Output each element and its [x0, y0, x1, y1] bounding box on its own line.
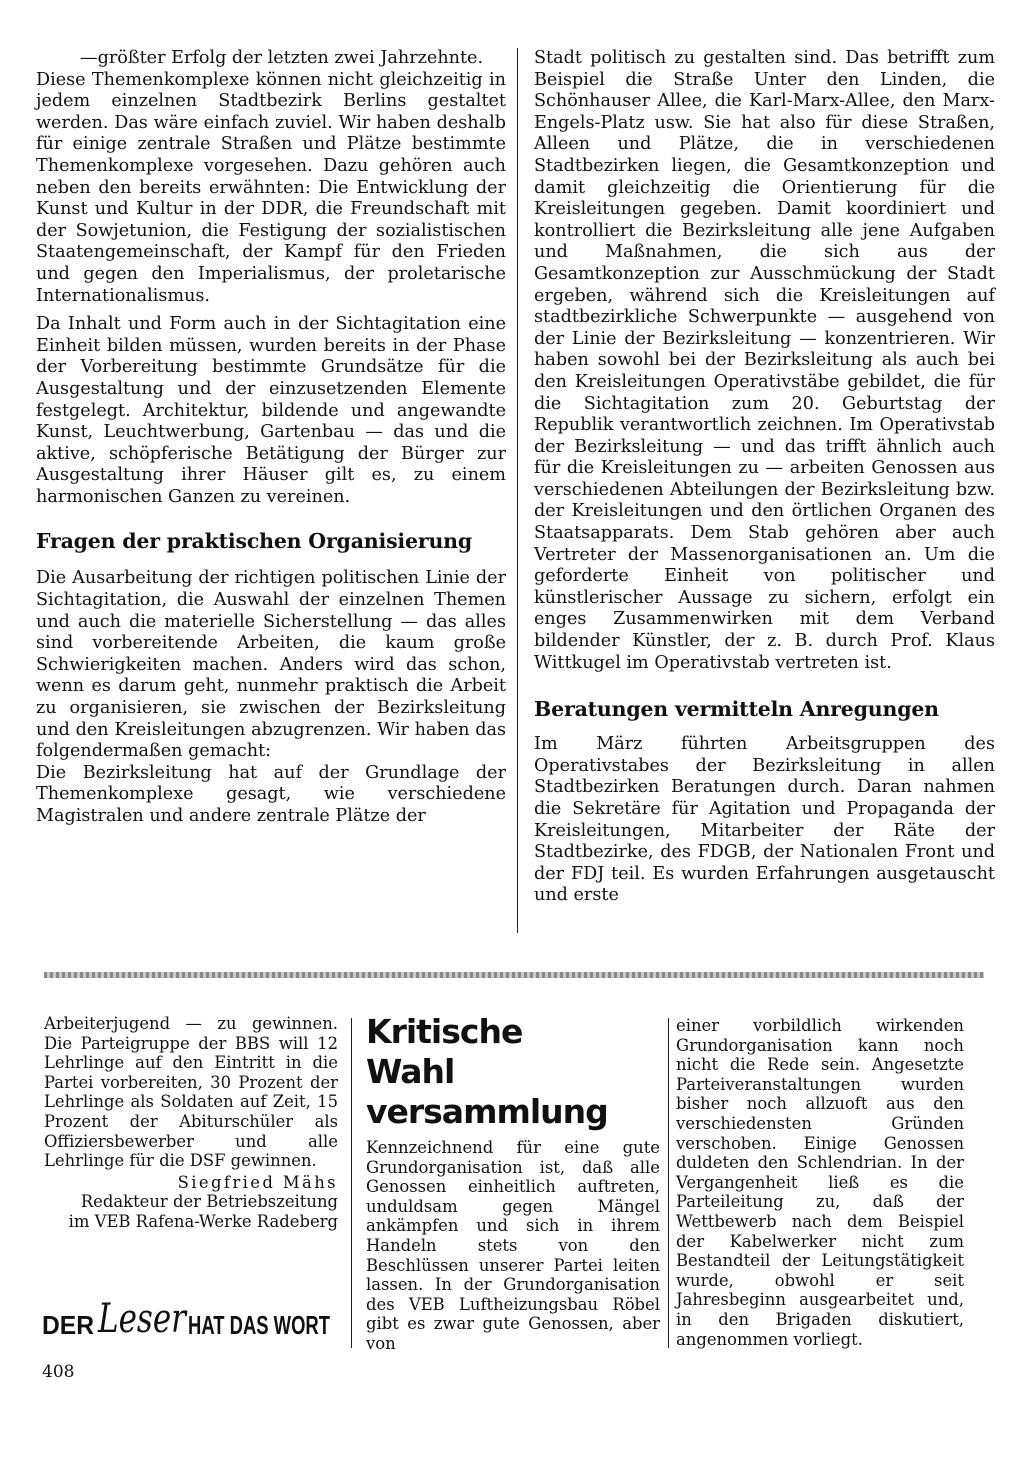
paragraph: Diese Themenkomplexe können nicht gleichzeitig in jedem einzelnen Stadtbezirk Berlins gestaltet werden. Das wäre einfach zuviel. Wir haben deshalb für einige zentrale Straßen und Plätze bestimmte Themenkomplexe vorgesehen. Dazu gehören auch neben den bereits erwähnten: Die Entwicklung der Kunst und Kultur in der DDR, die Freundschaft mit der Sowjetunion, die Festigung der sozialistischen Staatengemeinschaft, der Kampf für den Frieden und gegen den Imperialismus, der proletarische Internationalismus.: [36, 69, 506, 306]
logo-text-leser: Leser: [97, 1296, 189, 1342]
logo-text-hat-das-wort: HAT DAS WORT: [188, 1310, 331, 1340]
paragraph: Stadt politisch zu gestalten sind. Das betrifft zum Beispiel die Straße Unter den Linden, die Schönhauser Allee, die Karl-Marx-Allee, den Marx-Engels-Platz usw. Sie hat also für diese Straßen, Alleen und Plätze, die in verschiedenen Stadtbezirken liegen, die Gesamtkonzeption und damit gleichzeitig die Orientierung für die Kreisleitungen gegeben. Damit koordiniert und kontrolliert die Bezirksleitung alle jene Aufgaben und Maßnahmen, die sich aus der Gesamtkonzeption zur Ausschmückung der Stadt ergeben, während sich die Kreisleitungen auf stadtbezirkliche Schwerpunkte — ausgehend von der Linie der Bezirksleitung — konzentrieren. Wir haben sowohl bei der Bezirksleitung als auch bei den Kreisleitungen Operativstäbe gebildet, die für die Sichtagitation zum 20. Geburtstag der Republik verantwortlich zeichnen. Im Operativstab der Bezirksleitung — und das trifft ähnlich auch für die Kreisleitungen zu — arbeiten Genossen aus verschiedenen Abteilungen der Bezirksleitung bzw. der Kreisleitungen und den örtlichen Organen des Staatsapparats. Dem Stab gehören aber auch Vertreter der Massenorganisationen an. Um die geforderte Einheit von politischer und künstlerischer Aussage zu sichern, erfolgt ein enges Zusammenwirken mit dem Verband bildender Künstler, der z. B. durch Prof. Klaus Wittkugel im Operativstab vertreten ist.: [534, 48, 995, 673]
article-column-left: [36, 48, 506, 828]
page-number: 408: [42, 1362, 75, 1382]
paragraph: Die Ausarbeitung der richtigen politischen Linie der Sichtagitation, die Auswahl der einzelnen Themen und auch die materielle Sicherstellung — das alles sind vorbereitende Arbeiten, die kaum große Schwierigkeiten machen. Anders wird das schon, wenn es darum geht, nunmehr praktisch die Arbeit zu organisieren, sie zwischen der Bezirksleitung und den Kreisleitungen abzugrenzen. Wir haben das folgendermaßen gemacht:: [36, 568, 506, 762]
section-heading: Beratungen vermitteln Anregungen: [534, 697, 939, 722]
author-name: Siegfried Mähs: [177, 1172, 338, 1192]
headline-line: Kritische: [366, 1012, 523, 1051]
section-heading: Fragen der praktischen Organisierung: [36, 529, 472, 554]
author-role: im VEB Rafena-Werke Radeberg: [68, 1211, 338, 1231]
letter-column-left: [44, 1014, 338, 1232]
logo-text-der: DER: [42, 1310, 95, 1340]
paragraph: Arbeiterjugend — zu gewinnen. Die Parteigruppe der BBS will 12 Lehrlinge auf den Eintritt in die Partei vorbereiten, 30 Prozent der Lehrlinge als Soldaten auf Zeit, 15 Prozent der Abiturschüler als Offiziersbewerber und alle Lehrlinge für die DSF gewinnen.: [44, 1014, 338, 1171]
column-divider: [668, 1018, 669, 1348]
paragraph: Kennzeichnend für eine gute Grundorganisation ist, daß alle Genossen einheitlich auftreten, unduldsam gegen Mängel ankämpfen und sich in ihrem Handeln stets von den Beschlüssen unserer Partei leiten lassen. In der Grundorganisation des VEB Luftheizungsbau Röbel gibt es zwar gute Genossen, aber von: [366, 1138, 660, 1353]
article-headline: [366, 1012, 666, 1132]
column-divider: [351, 1018, 352, 1348]
section-divider: [44, 972, 984, 978]
paragraph: Die Bezirksleitung hat auf der Grundlage der Themenkomplexe gesagt, wie verschiedene Magistralen und andere zentrale Plätze der: [36, 762, 506, 826]
author-role: Redakteur der Betriebszeitung: [80, 1192, 338, 1212]
paragraph: Da Inhalt und Form auch in der Sichtagitation eine Einheit bilden müssen, wurden bereits in der Phase der Vorbereitung bestimmte Grundsätze für die Ausgestaltung und der einzusetzenden Elemente festgelegt. Architektur, bildende und angewandte Kunst, Leuchtwerbung, Gartenbau — das und die aktive, schöpferische Betätigung der Bürger zur Ausgestaltung ihrer Häuser gilt es, zu einem harmonischen Ganzen zu vereinen.: [36, 314, 506, 507]
letter-column-middle: [366, 1138, 660, 1354]
paragraph: Im März führten Arbeitsgruppen des Operativstabes der Bezirksleitung in allen Stadtbezirken Beratungen durch. Daran nahmen die Sekretäre für Agitation und Propaganda der Kreisleitungen, Mitarbeiter der Räte der Stadtbezirke, des FDGB, der Nationalen Front und der FDJ teil. Es wurden Erfahrungen ausgetauscht und erste: [534, 734, 995, 906]
article-column-right: [534, 48, 995, 907]
headline-line: Wahl: [366, 1052, 455, 1091]
column-divider: [517, 48, 518, 933]
headline-line: versammlung: [366, 1092, 608, 1131]
paragraph: —größter Erfolg der letzten zwei Jahrzehnte.: [80, 48, 484, 68]
letter-column-right: [676, 1016, 964, 1349]
der-leser-hat-das-wort-logo: [42, 1290, 332, 1350]
paragraph: einer vorbildlich wirkenden Grundorganisation kann noch nicht die Rede sein. Angesetzte Parteiveranstaltungen wurden bisher noch allzuoft aus den verschiedensten Gründen verschoben. Einige Genossen duldeten den Schlendrian. In der Vergangenheit ließ es die Parteileitung zu, daß der Wettbewerb nach dem Beispiel der Kabelwerker nicht zum Bestandteil der Leitungstätigkeit wurde, obwohl er seit Jahresbeginn ausgearbeitet und, in den Brigaden diskutiert, angenommen vorliegt.: [676, 1016, 964, 1349]
